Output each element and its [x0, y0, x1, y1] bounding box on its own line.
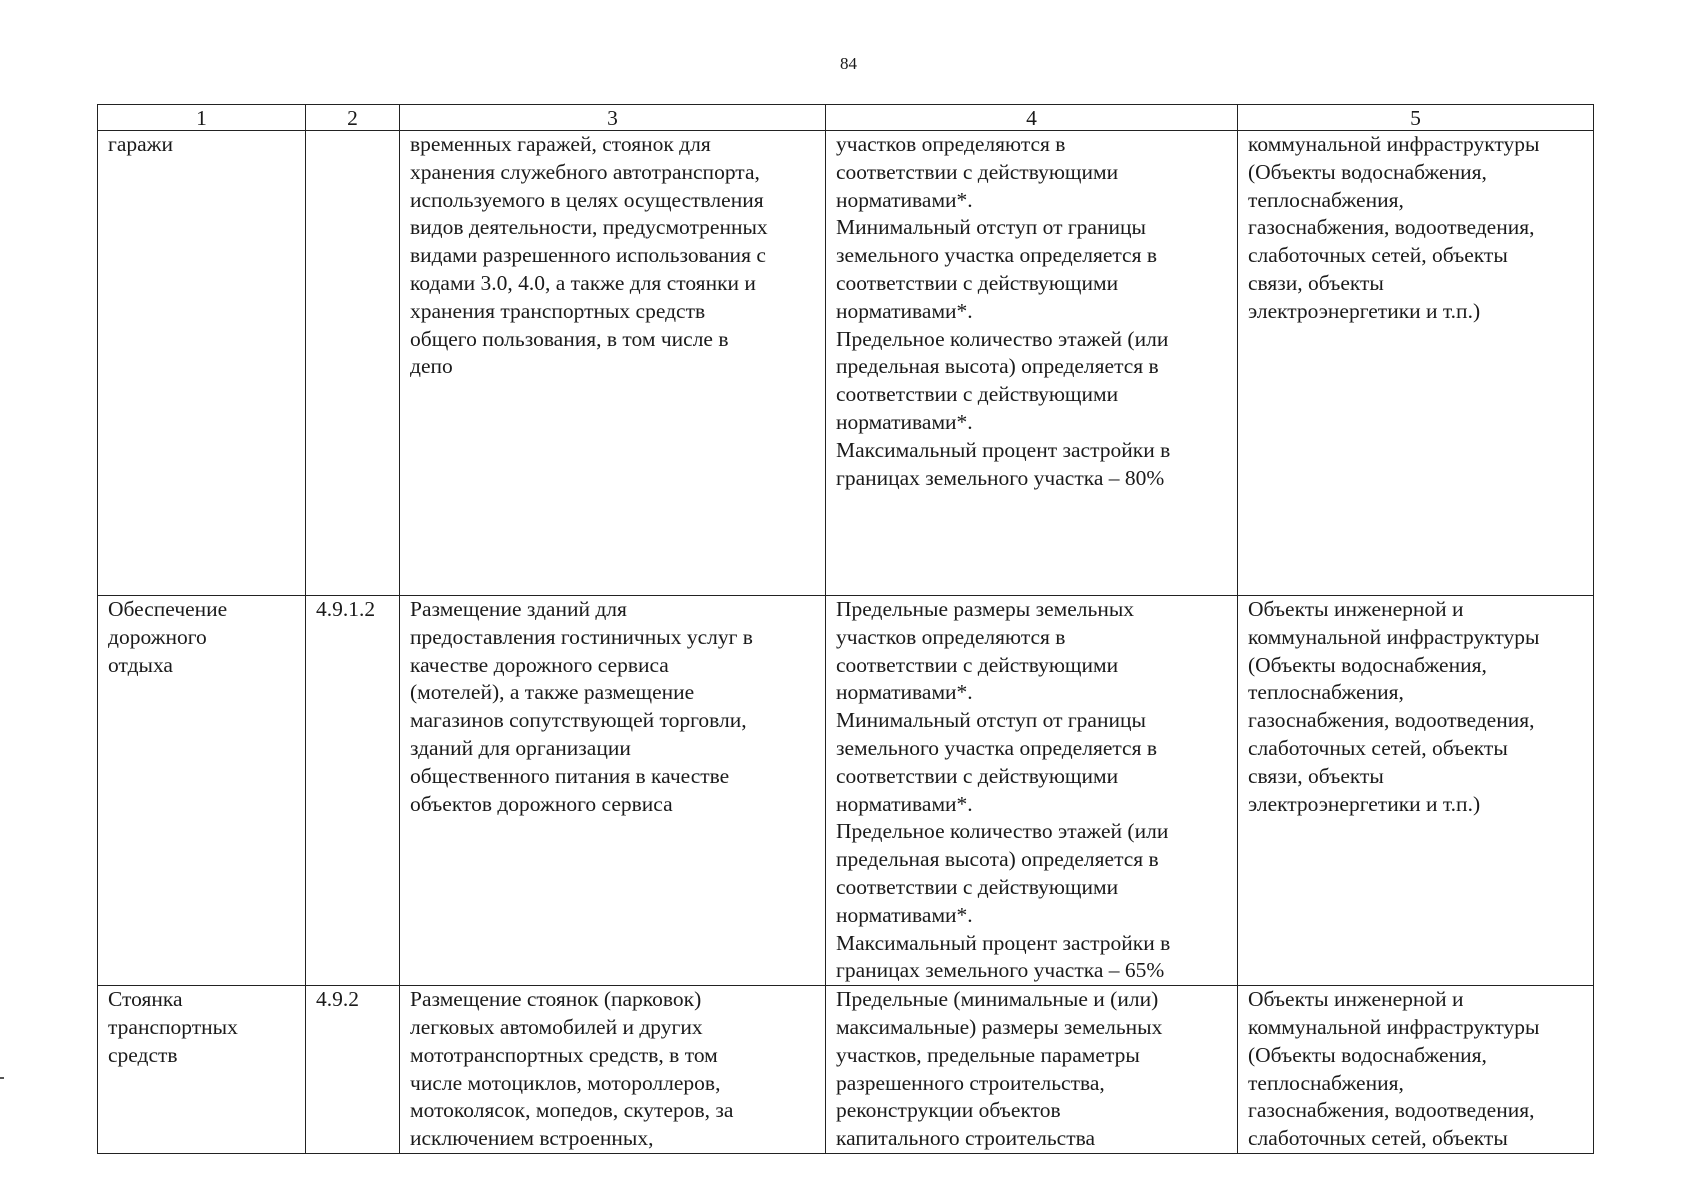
use-code-cell: 4.9.1.2 [306, 596, 400, 986]
use-code-cell: 4.9.2 [306, 986, 400, 1154]
parameters-cell: Предельные размеры земельных участков определяются в соответствии с действующими нормативами*. Минимальный отступ от границы земельного участка определяется в соответствии с действующими нормативами*. Предельное количество этажей (или предельная высота) определяется в соответствии с действующими нормативами*. Максимальный процент застройки в границах земельного участка – 65% [826, 596, 1238, 986]
table-row [98, 596, 1594, 986]
use-description-cell: временных гаражей, стоянок для хранения служебного автотранспорта, используемого в целях осуществления видов деятельности, предусмотренных видами разрешенного использования с кодами 3.0, 4.0, а также для стоянки и хранения транспортных средств общего пользования, в том числе в депо [400, 131, 826, 596]
use-description-cell: Размещение зданий для предоставления гостиничных услуг в качестве дорожного сервиса (мотелей), а также размещение магазинов сопутствующей торговли, зданий для организации общественного питания в качестве объектов дорожного сервиса [400, 596, 826, 986]
parameters-cell: участков определяются в соответствии с действующими нормативами*. Минимальный отступ от границы земельного участка определяется в соответствии с действующими нормативами*. Предельное количество этажей (или предельная высота) определяется в соответствии с действующими нормативами*. Максимальный процент застройки в границах земельного участка – 80% [826, 131, 1238, 596]
table-header-row [98, 105, 1594, 131]
header-col-2: 2 [306, 105, 400, 131]
table-row [98, 131, 1594, 596]
use-description-cell: Размещение стоянок (парковок) легковых автомобилей и других мототранспортных средств, в том числе мотоциклов, мотороллеров, мотоколясок, мопедов, скутеров, за исключением встроенных, [400, 986, 826, 1154]
use-name-cell: Стоянка транспортных средств [98, 986, 306, 1154]
infrastructure-cell: Объекты инженерной и коммунальной инфраструктуры (Объекты водоснабжения, теплоснабжения, газоснабжения, водоотведения, слаботочных сетей, объекты связи, объекты электроэнергетики и т.п.) [1238, 596, 1594, 986]
parameters-cell: Предельные (минимальные и (или) максимальные) размеры земельных участков, предельные параметры разрешенного строительства, реконструкции объектов капитального строительства [826, 986, 1238, 1154]
page-number: 84 [840, 54, 857, 73]
use-name-cell: Обеспечение дорожного отдыха [98, 596, 306, 986]
scan-edge-mark [0, 1077, 4, 1079]
infrastructure-cell: коммунальной инфраструктуры (Объекты водоснабжения, теплоснабжения, газоснабжения, водоотведения, слаботочных сетей, объекты связи, объекты электроэнергетики и т.п.) [1238, 131, 1594, 596]
land-use-table [97, 104, 1594, 1154]
header-col-4: 4 [826, 105, 1238, 131]
header-col-3: 3 [400, 105, 826, 131]
header-col-1: 1 [98, 105, 306, 131]
header-col-5: 5 [1238, 105, 1594, 131]
table-row [98, 986, 1594, 1154]
use-code-cell [306, 131, 400, 596]
use-name-cell: гаражи [98, 131, 306, 596]
infrastructure-cell: Объекты инженерной и коммунальной инфраструктуры (Объекты водоснабжения, теплоснабжения, газоснабжения, водоотведения, слаботочных сетей, объекты [1238, 986, 1594, 1154]
